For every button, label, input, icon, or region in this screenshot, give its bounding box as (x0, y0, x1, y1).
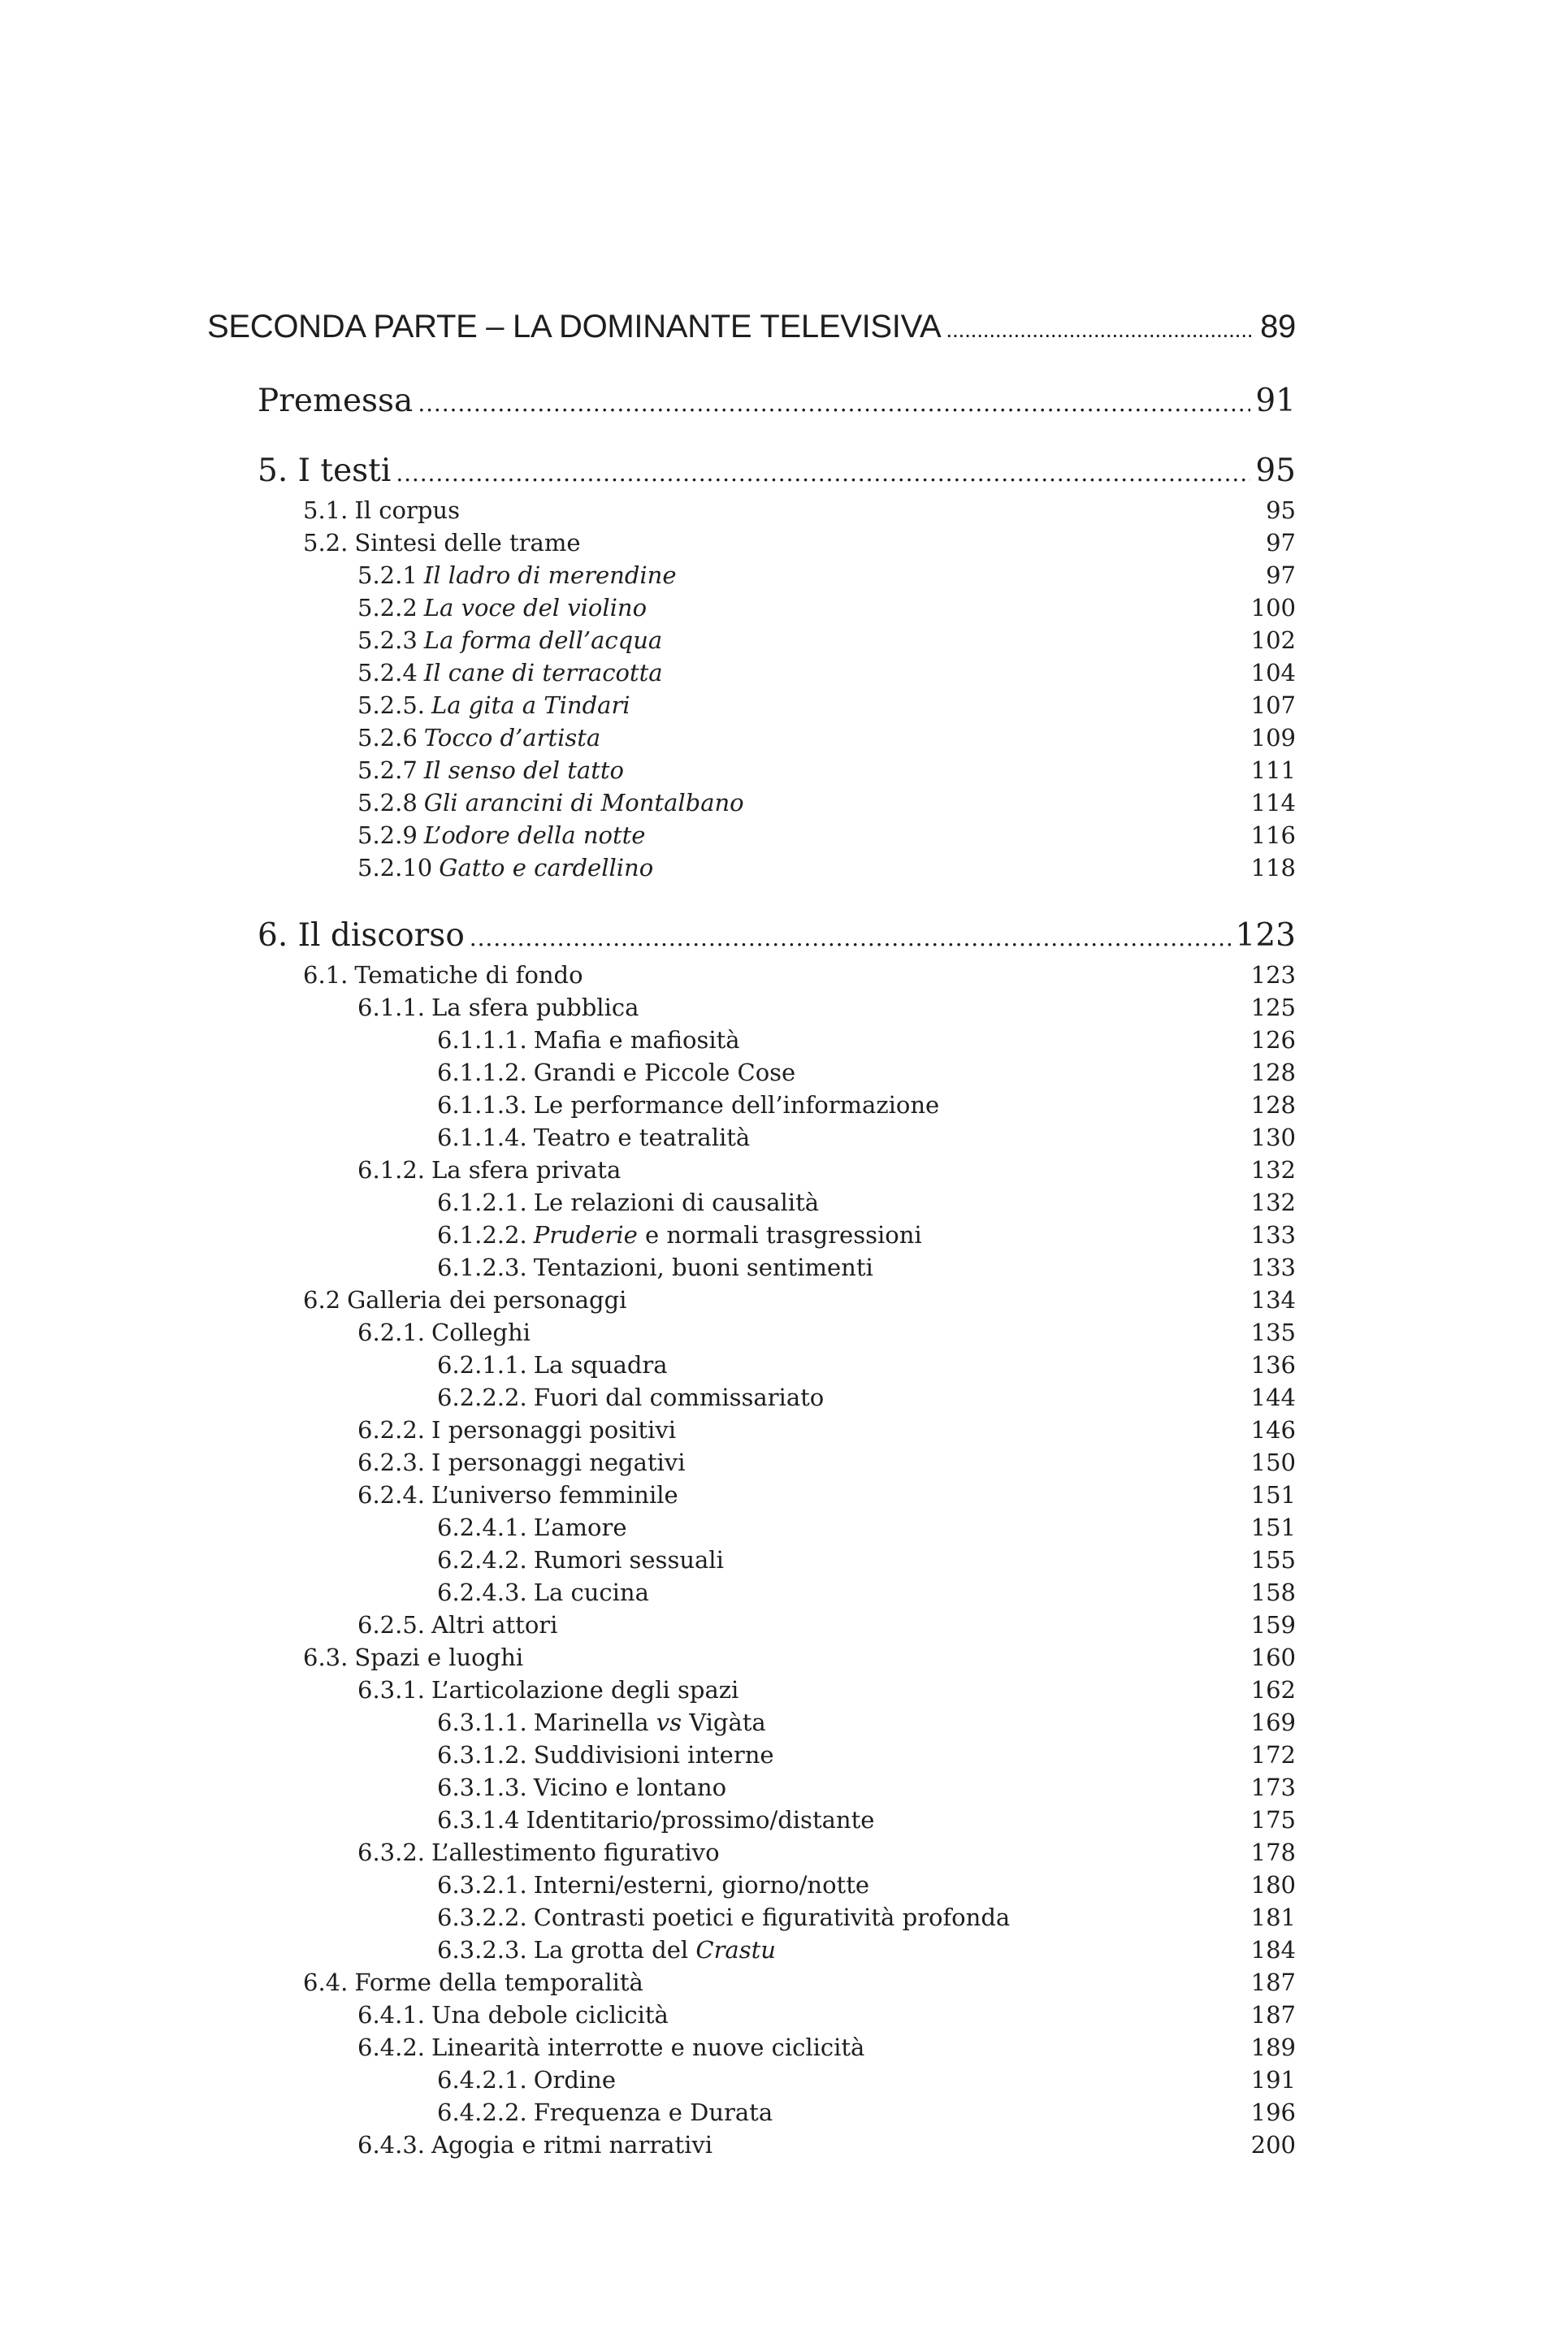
entry-title (340, 1284, 626, 1316)
entry-number: 6.3. (303, 1644, 349, 1671)
entry-page: 107 (1250, 691, 1296, 719)
entry-page: 97 (1266, 529, 1296, 557)
part-title: SECONDA PARTE – LA DOMINANTE TELEVISIVA (207, 309, 942, 344)
toc-entry (207, 786, 1296, 819)
entry-page: 126 (1250, 1026, 1296, 1054)
entry-number: 5.2.1 (357, 561, 418, 589)
entry-page: 178 (1250, 1839, 1296, 1866)
entry-title (425, 1674, 739, 1706)
toc-entry (207, 991, 1296, 1024)
dot-leader (946, 302, 1255, 354)
entry-number: 6.1.1.1. (437, 1026, 527, 1054)
entry-title-text: Tematiche di fondo (354, 961, 583, 989)
entry-title (527, 1219, 922, 1251)
entry-page: 191 (1250, 2066, 1296, 2094)
entry-title-text: La sfera pubblica (431, 994, 639, 1021)
entry-number: 6.2.1.1. (437, 1351, 527, 1379)
entry-title-text: Fuori dal commissariato (533, 1384, 825, 1411)
entry-number: 6.4.2. (357, 2034, 426, 2061)
chapter-5-entries (207, 494, 1296, 884)
entry-title-text: Il cane di terracotta (423, 659, 663, 687)
entry-page: 200 (1250, 2131, 1296, 2159)
toc-entry (207, 1836, 1296, 1869)
entry-title-text: Il ladro di merendine (423, 561, 677, 589)
entry-page: 158 (1250, 1579, 1296, 1606)
entry-number: 6.4.2.2. (437, 2099, 527, 2126)
entry-title-text: La forma dell’acqua (423, 626, 663, 654)
entry-page: 181 (1250, 1904, 1296, 1931)
entry-page: 180 (1250, 1871, 1296, 1899)
entry-title (527, 1511, 627, 1544)
toc-entry (207, 1089, 1296, 1121)
entry-title-text: La squadra (533, 1351, 668, 1379)
toc-entry (207, 689, 1296, 721)
entry-title (527, 1089, 940, 1121)
entry-number: 6.1.1.2. (437, 1059, 527, 1086)
entry-number: 6.2.4.3. (437, 1579, 527, 1606)
entry-page: 132 (1250, 1189, 1296, 1216)
toc-entry (207, 1219, 1296, 1251)
entry-number: 6.3.1.4 (437, 1806, 520, 1834)
toc-entry (207, 1771, 1296, 1804)
toc-entry (207, 1056, 1296, 1089)
entry-title (348, 526, 580, 559)
entry-page: 109 (1250, 724, 1296, 752)
dot-leader (470, 913, 1231, 961)
entry-page: 184 (1250, 1936, 1296, 1964)
entry-title (418, 559, 677, 591)
entry-title (527, 1706, 766, 1739)
toc-entry (207, 1609, 1296, 1641)
toc-entry (207, 2064, 1296, 2096)
entry-number: 6.4.3. (357, 2131, 426, 2159)
entry-title-text: Interni/esterni, giorno/notte (533, 1871, 870, 1899)
toc-entry (207, 1479, 1296, 1511)
entry-number: 6.1.2.3. (437, 1254, 527, 1281)
entry-page: 155 (1250, 1546, 1296, 1574)
toc-entry (207, 1121, 1296, 1154)
entry-title (527, 1186, 819, 1219)
entry-title (425, 991, 639, 1024)
entry-page: 169 (1250, 1709, 1296, 1736)
entry-page: 95 (1266, 496, 1296, 524)
toc-entry (207, 851, 1296, 884)
premessa-page: 91 (1255, 383, 1296, 419)
entry-number: 6.1.1.4. (437, 1124, 527, 1151)
entry-number: 6.2.1. (357, 1319, 426, 1346)
entry-title-text: Identitario/prossimo/distante (526, 1806, 875, 1834)
entry-title (425, 1999, 669, 2031)
entry-number: 5.2.9 (357, 821, 418, 849)
entry-page: 189 (1250, 2034, 1296, 2061)
toc-entry (207, 1901, 1296, 1934)
entry-title-text: Colleghi (431, 1319, 531, 1346)
entry-number: 6.4. (303, 1969, 349, 1996)
entry-number: 6.3.1. (357, 1676, 426, 1704)
toc-entry (207, 2031, 1296, 2064)
entry-number: 6.2.2.2. (437, 1384, 527, 1411)
entry-number: 5.2.3 (357, 626, 418, 654)
entry-title-text: Marinella (533, 1709, 656, 1736)
part-heading (207, 302, 1296, 351)
toc-entry (207, 1511, 1296, 1544)
entry-title (527, 1576, 649, 1609)
entry-title (418, 754, 624, 786)
entry-title (425, 1316, 531, 1349)
entry-number: 6.3.1.2. (437, 1741, 527, 1769)
premessa-title: Premessa (258, 383, 414, 419)
toc-entry (207, 1999, 1296, 2031)
entry-number: 6.2.3. (357, 1449, 426, 1476)
entry-page: 150 (1250, 1449, 1296, 1476)
entry-number: 6.3.2.2. (437, 1904, 527, 1931)
entry-title (425, 1836, 720, 1869)
entry-title (527, 1544, 724, 1576)
entry-page: 128 (1250, 1091, 1296, 1119)
entry-title-text: Vigàta (681, 1709, 766, 1736)
entry-page: 128 (1250, 1059, 1296, 1086)
entry-page: 123 (1250, 961, 1296, 989)
entry-number: 6.3.2.1. (437, 1871, 527, 1899)
entry-page: 125 (1250, 994, 1296, 1021)
entry-title-text: Rumori sessuali (533, 1546, 724, 1574)
entry-title-text: e normali trasgressioni (637, 1221, 922, 1249)
entry-title-text: La sfera privata (431, 1156, 622, 1184)
entry-title-text: Mafia e mafiosità (533, 1026, 740, 1054)
entry-title-text: Vicino e lontano (533, 1774, 727, 1801)
entry-number: 5.2.2 (357, 594, 418, 622)
toc-entry (207, 1251, 1296, 1284)
toc-entry (207, 559, 1296, 591)
entry-number: 6.3.1.1. (437, 1709, 527, 1736)
entry-number: 6.4.2.1. (437, 2066, 527, 2094)
entry-number: 6.3.1.3. (437, 1774, 527, 1801)
entry-page: 118 (1250, 854, 1296, 881)
entry-number: 6.4.1. (357, 2001, 426, 2029)
entry-title-text: Frequenza e Durata (533, 2099, 773, 2126)
chapter-6-page: 123 (1235, 917, 1296, 954)
toc-entry (207, 1934, 1296, 1966)
toc-entry (207, 1381, 1296, 1414)
entry-title-text: Ordine (533, 2066, 617, 2094)
entry-title (418, 656, 663, 689)
entry-title-italic: Crastu (695, 1936, 776, 1964)
dot-leader (418, 379, 1250, 427)
toc-entry (207, 1544, 1296, 1576)
entry-number: 6.2.2. (357, 1416, 426, 1444)
entry-page: 196 (1250, 2099, 1296, 2126)
entry-number: 6.1.2.2. (437, 1221, 527, 1249)
entry-title (425, 1479, 678, 1511)
entry-title-text: Spazi e luoghi (354, 1644, 524, 1671)
entry-page: 159 (1250, 1611, 1296, 1639)
chapter-5-title: 5. I testi (258, 453, 392, 489)
toc-entry (207, 1414, 1296, 1446)
entry-title (527, 1349, 668, 1381)
entry-title-text: La voce del violino (423, 594, 648, 622)
entry-title (348, 959, 583, 991)
chapter-6-title: 6. Il discorso (258, 917, 465, 954)
entry-number: 6.1.2.1. (437, 1189, 527, 1216)
entry-title-text: Le performance dell’informazione (533, 1091, 940, 1119)
entry-title (425, 2129, 713, 2161)
toc-entry (207, 2096, 1296, 2129)
premessa-entry (207, 379, 1296, 424)
entry-number: 6.3.2.3. (437, 1936, 527, 1964)
toc-entry (207, 1024, 1296, 1056)
entry-page: 187 (1250, 1969, 1296, 1996)
entry-page: 133 (1250, 1221, 1296, 1249)
entry-title-text: Contrasti poetici e figuratività profonda (533, 1904, 1011, 1931)
entry-page: 97 (1266, 561, 1296, 589)
entry-title (418, 721, 600, 754)
entry-title-text: La gita a Tindari (431, 691, 630, 719)
entry-number: 6.1.2. (357, 1156, 426, 1184)
entry-title-text: Tentazioni, buoni sentimenti (533, 1254, 873, 1281)
entry-page: 151 (1250, 1514, 1296, 1541)
entry-number: 5.2.6 (357, 724, 418, 752)
entry-page: 173 (1250, 1774, 1296, 1801)
entry-page: 160 (1250, 1644, 1296, 1671)
toc-entry (207, 1869, 1296, 1901)
entry-page: 135 (1250, 1319, 1296, 1346)
entry-title (348, 494, 460, 526)
entry-title (418, 786, 744, 819)
entry-number: 5.2.5. (357, 691, 426, 719)
toc-entry (207, 1674, 1296, 1706)
entry-title (527, 1121, 751, 1154)
toc-entry (207, 754, 1296, 786)
entry-page: 104 (1250, 659, 1296, 687)
entry-title (348, 1641, 523, 1674)
entry-number: 6.2.4.2. (437, 1546, 527, 1574)
entry-title (425, 1446, 685, 1479)
entry-number: 6.1.1.3. (437, 1091, 527, 1119)
chapter-6-entries (207, 959, 1296, 2161)
toc-entry (207, 494, 1296, 526)
entry-title (527, 1869, 869, 1901)
toc-entry (207, 656, 1296, 689)
entry-page: 175 (1250, 1806, 1296, 1834)
entry-title-text: Il corpus (354, 496, 460, 524)
entry-title-text: L’odore della notte (423, 821, 646, 849)
toc-entry (207, 1446, 1296, 1479)
entry-page: 102 (1250, 626, 1296, 654)
entry-title-text: L’amore (533, 1514, 627, 1541)
entry-title (425, 1414, 676, 1446)
toc-entry (207, 1641, 1296, 1674)
entry-title-text: Suddivisioni interne (533, 1741, 774, 1769)
entry-page: 144 (1250, 1384, 1296, 1411)
entry-page: 114 (1250, 789, 1296, 816)
toc-entry (207, 1316, 1296, 1349)
entry-title (418, 591, 647, 624)
entry-number: 5.2.8 (357, 789, 418, 816)
entry-page: 136 (1250, 1351, 1296, 1379)
entry-title (418, 624, 662, 656)
toc-entry (207, 1739, 1296, 1771)
entry-title-text: L’allestimento figurativo (431, 1839, 720, 1866)
part-page: 89 (1260, 309, 1296, 344)
entry-page: 172 (1250, 1741, 1296, 1769)
entry-number: 5.2. (303, 529, 349, 557)
entry-title-text: La cucina (533, 1579, 649, 1606)
entry-title-italic: vs (656, 1709, 682, 1736)
toc-entry (207, 1804, 1296, 1836)
entry-page: 146 (1250, 1416, 1296, 1444)
toc-entry (207, 624, 1296, 656)
toc-entry (207, 819, 1296, 851)
chapter-6-heading (207, 913, 1296, 959)
entry-title-text: Gli arancini di Montalbano (423, 789, 744, 816)
entry-number: 6.2 (303, 1286, 341, 1314)
entry-page: 133 (1250, 1254, 1296, 1281)
entry-title (527, 1739, 774, 1771)
entry-number: 5.2.4 (357, 659, 418, 687)
toc-entry (207, 1154, 1296, 1186)
entry-page: 116 (1250, 821, 1296, 849)
entry-title-text: Agogia e ritmi narrativi (431, 2131, 713, 2159)
entry-title (418, 819, 646, 851)
entry-title (527, 1056, 796, 1089)
entry-title-text: Tocco d’artista (423, 724, 601, 752)
entry-title (527, 1381, 825, 1414)
entry-title (348, 1966, 643, 1999)
entry-title-text: Forme della temporalità (354, 1969, 643, 1996)
entry-number: 5.1. (303, 496, 349, 524)
toc-entry (207, 2129, 1296, 2161)
entry-title (519, 1804, 874, 1836)
entry-title (527, 1251, 873, 1284)
entry-title-text: Grandi e Piccole Cose (533, 1059, 796, 1086)
chapter-5-page: 95 (1255, 453, 1296, 489)
toc-entry (207, 721, 1296, 754)
entry-title (425, 1154, 621, 1186)
entry-title-text: La grotta del (533, 1936, 696, 1964)
table-of-contents (207, 302, 1296, 2161)
entry-page: 134 (1250, 1286, 1296, 1314)
toc-entry (207, 1284, 1296, 1316)
entry-title (425, 2031, 864, 2064)
entry-title (527, 2096, 773, 2129)
toc-entry (207, 591, 1296, 624)
toc-entry (207, 1706, 1296, 1739)
toc-entry (207, 1576, 1296, 1609)
entry-number: 6.2.5. (357, 1611, 426, 1639)
entry-title (527, 1771, 726, 1804)
chapter-5-heading (207, 448, 1296, 494)
toc-entry (207, 526, 1296, 559)
dot-leader (396, 448, 1250, 496)
entry-title-text: Galleria dei personaggi (347, 1286, 627, 1314)
entry-number: 5.2.7 (357, 756, 418, 784)
entry-number: 5.2.10 (357, 854, 433, 881)
entry-title (527, 1024, 740, 1056)
toc-entry (207, 1186, 1296, 1219)
entry-title-text: L’universo femminile (431, 1481, 678, 1509)
toc-entry (207, 1966, 1296, 1999)
entry-title (425, 689, 630, 721)
entry-title (432, 851, 653, 884)
entry-title-text: I personaggi positivi (431, 1416, 676, 1444)
entry-title-text: Altri attori (431, 1611, 558, 1639)
entry-title-text: I personaggi negativi (431, 1449, 686, 1476)
entry-page: 130 (1250, 1124, 1296, 1151)
entry-page: 132 (1250, 1156, 1296, 1184)
entry-title-text: L’articolazione degli spazi (431, 1676, 739, 1704)
entry-page: 100 (1250, 594, 1296, 622)
entry-title-text: Gatto e cardellino (439, 854, 654, 881)
entry-number: 6.2.4.1. (437, 1514, 527, 1541)
toc-entry (207, 1349, 1296, 1381)
entry-page: 187 (1250, 2001, 1296, 2029)
entry-number: 6.1.1. (357, 994, 426, 1021)
entry-title (527, 2064, 616, 2096)
entry-number: 6.3.2. (357, 1839, 426, 1866)
entry-page: 151 (1250, 1481, 1296, 1509)
toc-entry (207, 959, 1296, 991)
entry-title-italic: Pruderie (533, 1221, 638, 1249)
entry-title-text: Linearità interrotte e nuove ciclicità (431, 2034, 865, 2061)
entry-number: 6.2.4. (357, 1481, 426, 1509)
entry-title-text: Sintesi delle trame (354, 529, 581, 557)
entry-title-text: Teatro e teatralità (533, 1124, 751, 1151)
entry-title-text: Le relazioni di causalità (533, 1189, 820, 1216)
entry-title-text: Il senso del tatto (423, 756, 624, 784)
entry-title-text: Una debole ciclicità (431, 2001, 669, 2029)
entry-page: 111 (1250, 756, 1296, 784)
entry-title (527, 1901, 1011, 1934)
entry-title (527, 1934, 776, 1966)
entry-number: 6.1. (303, 961, 349, 989)
entry-title (425, 1609, 557, 1641)
entry-page: 162 (1250, 1676, 1296, 1704)
